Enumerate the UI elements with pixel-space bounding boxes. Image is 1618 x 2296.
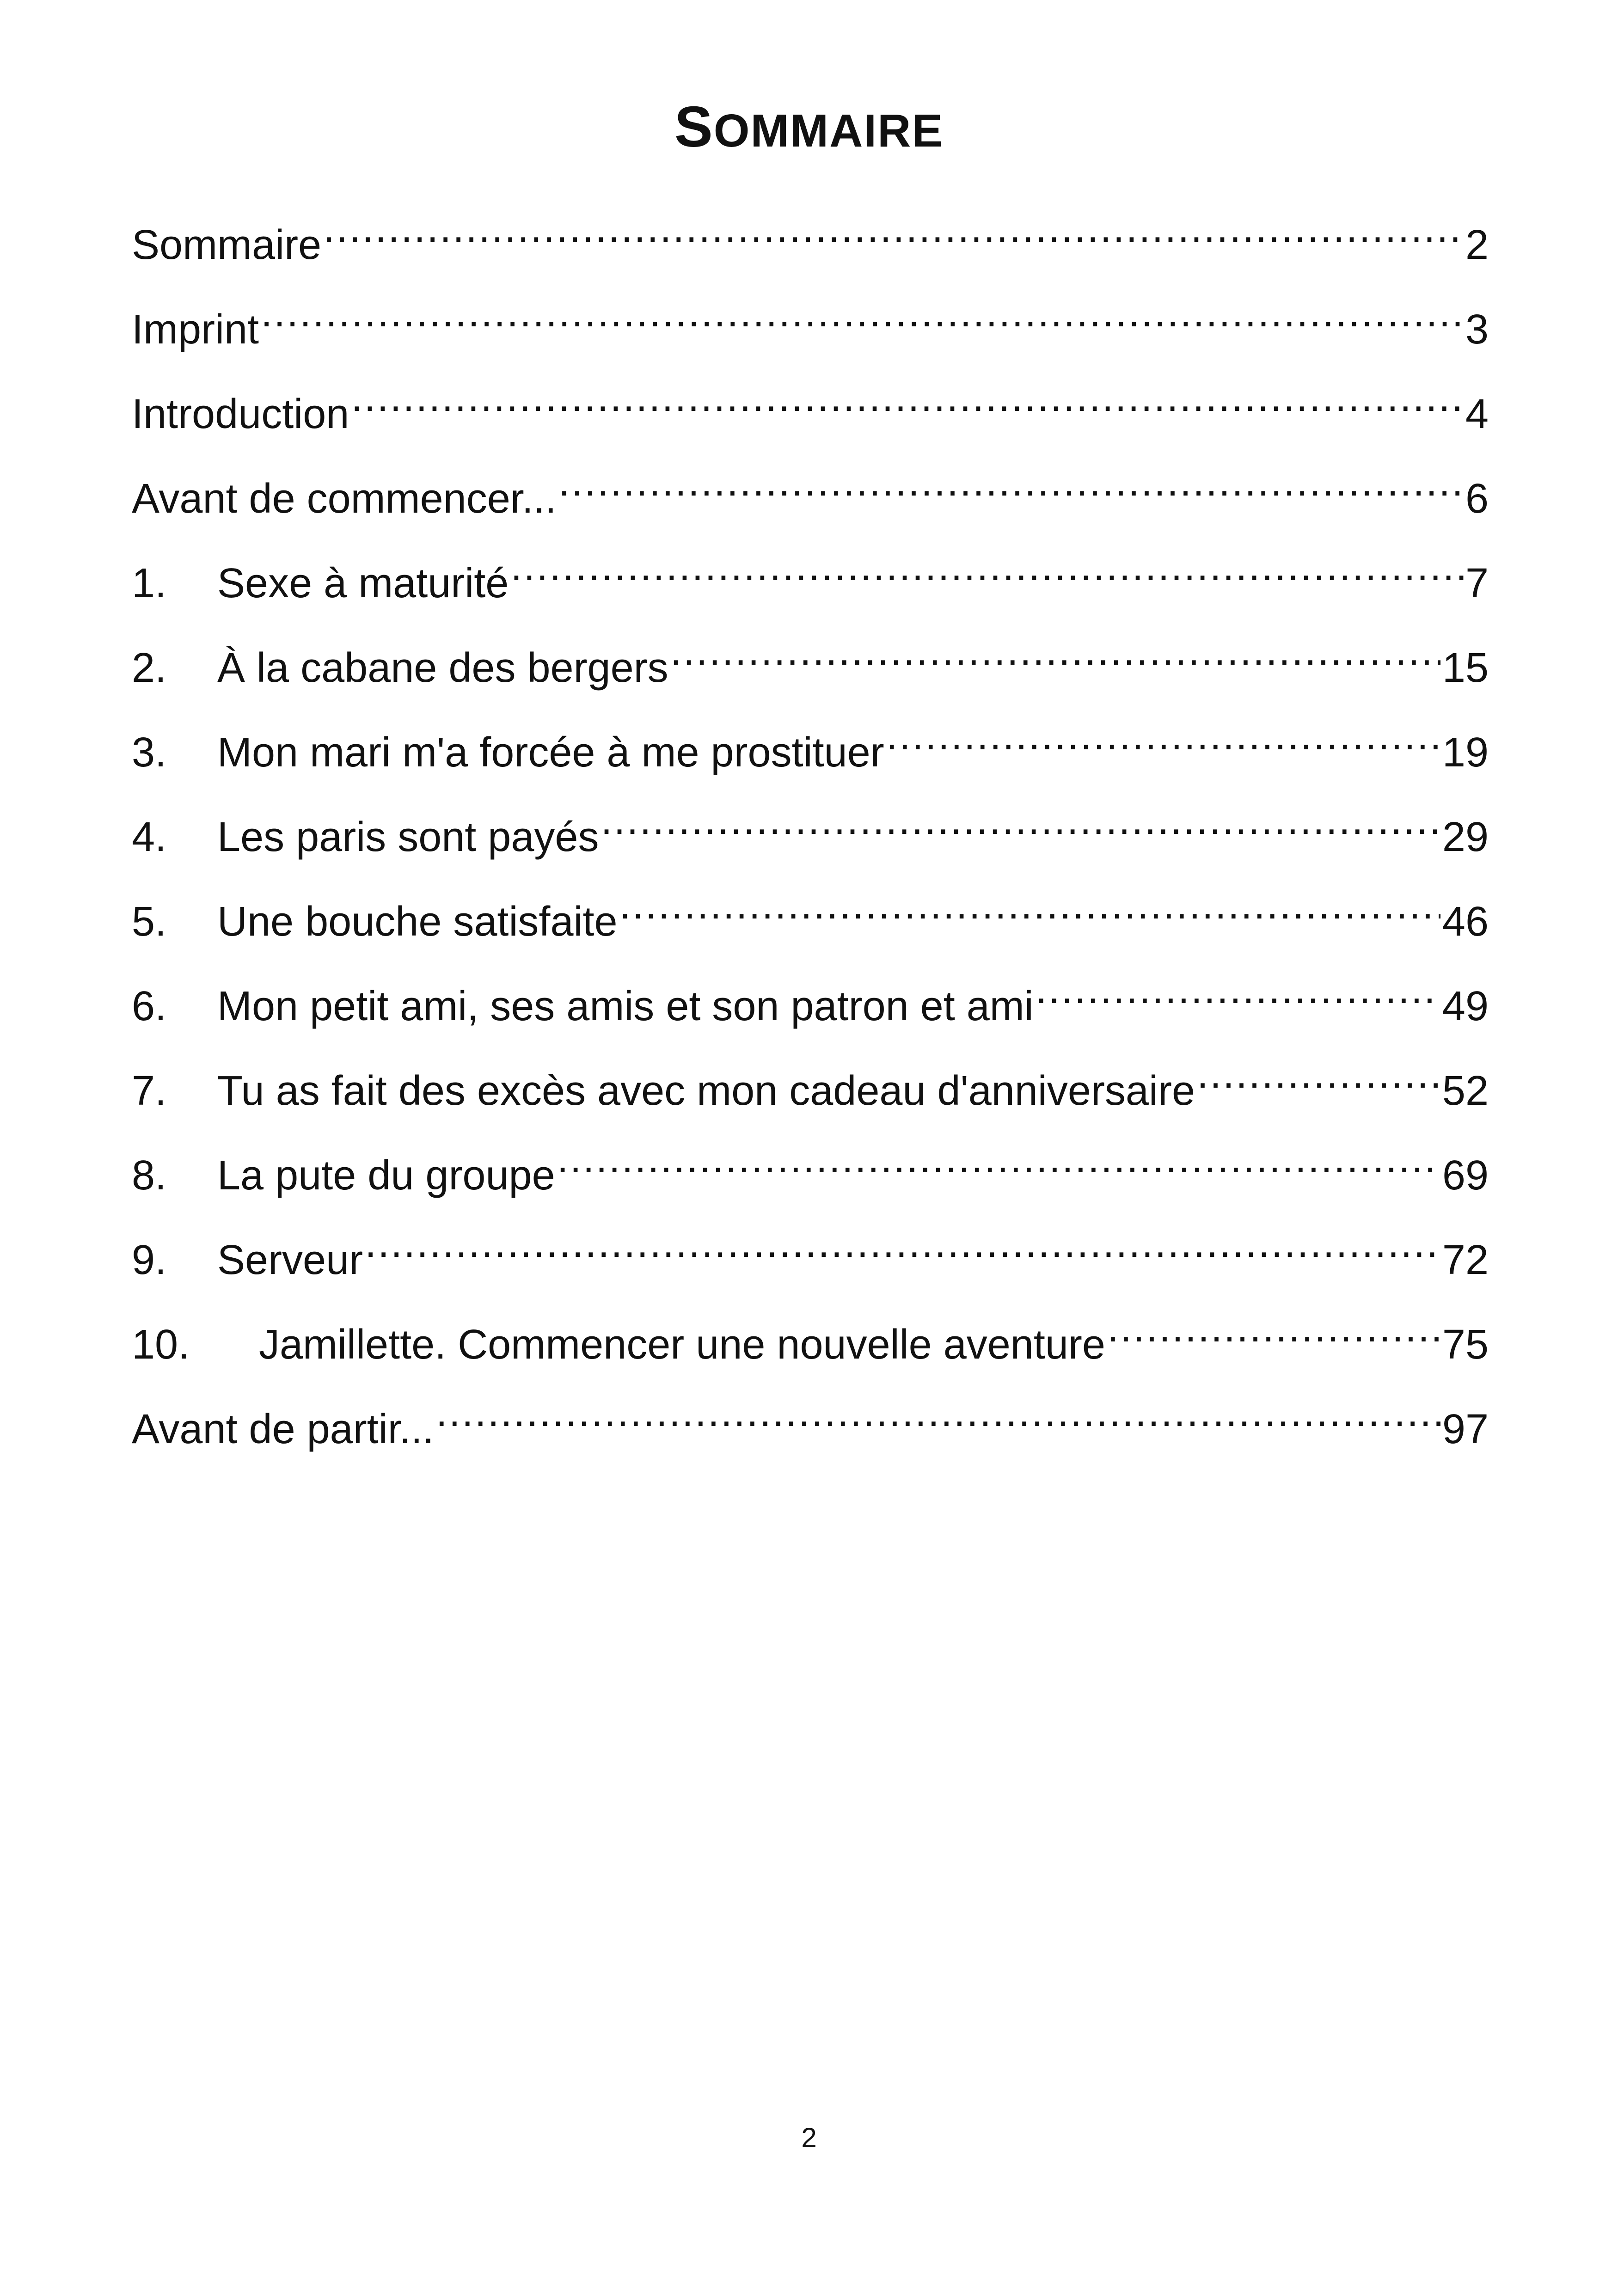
toc-entry-page: 52 <box>1442 1068 1489 1114</box>
toc-entry[interactable] <box>132 622 1489 706</box>
toc-entry-page: 49 <box>1442 983 1489 1029</box>
toc-entry-page: 3 <box>1465 306 1489 353</box>
toc-dot-leader <box>670 622 1440 682</box>
toc-entry-number: 2. <box>132 645 167 691</box>
toc-dot-leader <box>557 1129 1440 1189</box>
toc-entry-page: 46 <box>1442 899 1489 945</box>
toc-dot-leader <box>1107 1298 1440 1359</box>
toc-dot-leader <box>351 368 1464 428</box>
toc-entry[interactable] <box>132 368 1489 453</box>
toc-entry-page: 7 <box>1465 560 1489 606</box>
toc-entry-label: Jamillette. Commencer une nouvelle aventure <box>259 1322 1105 1368</box>
toc-entry-label: Avant de commencer... <box>132 476 557 522</box>
toc-dot-leader <box>261 283 1464 343</box>
toc-entry-label: Sommaire <box>132 222 322 268</box>
toc-entry[interactable] <box>132 1214 1489 1298</box>
title-first-letter: S <box>674 95 714 159</box>
toc-entry-label: Une bouche satisfaite <box>217 899 618 945</box>
toc-entry-page: 4 <box>1465 391 1489 437</box>
toc-entry-label: Serveur <box>217 1237 363 1283</box>
toc-entry[interactable] <box>132 453 1489 537</box>
toc-entry[interactable] <box>132 1045 1489 1129</box>
table-of-contents <box>132 199 1489 1468</box>
page-title <box>0 92 1618 165</box>
toc-entry-label: Sexe à maturité <box>217 560 509 606</box>
toc-entry[interactable] <box>132 791 1489 876</box>
toc-entry[interactable] <box>132 283 1489 368</box>
toc-dot-leader <box>1197 1045 1440 1105</box>
toc-entry-number: 5. <box>132 899 167 945</box>
toc-entry-label: Imprint <box>132 306 259 353</box>
toc-entry-page: 2 <box>1465 222 1489 268</box>
toc-entry-page: 29 <box>1442 814 1489 860</box>
page-number-footer: 2 <box>801 2122 817 2153</box>
toc-entry-number: 3. <box>132 729 167 776</box>
toc-entry-label: Introduction <box>132 391 349 437</box>
toc-dot-leader <box>365 1214 1440 1274</box>
toc-dot-leader <box>558 453 1464 513</box>
toc-entry-label: Avant de partir... <box>132 1406 434 1452</box>
toc-entry[interactable] <box>132 199 1489 283</box>
toc-dot-leader <box>886 706 1440 766</box>
toc-entry[interactable] <box>132 537 1489 622</box>
toc-entry-number: 8. <box>132 1152 167 1199</box>
toc-entry[interactable] <box>132 706 1489 791</box>
toc-entry-page: 15 <box>1442 645 1489 691</box>
toc-entry-number: 4. <box>132 814 167 860</box>
toc-entry-number: 10. <box>132 1322 190 1368</box>
toc-entry-page: 72 <box>1442 1237 1489 1283</box>
toc-entry-label: Tu as fait des excès avec mon cadeau d'anniversaire <box>217 1068 1195 1114</box>
toc-entry-label: La pute du groupe <box>217 1152 555 1199</box>
toc-entry[interactable] <box>132 876 1489 960</box>
title-rest: OMMAIRE <box>713 105 944 157</box>
toc-entry-page: 75 <box>1442 1322 1489 1368</box>
toc-entry-label: Mon petit ami, ses amis et son patron et ami <box>217 983 1034 1029</box>
toc-dot-leader <box>323 199 1464 259</box>
toc-entry-label: Mon mari m'a forcée à me prostituer <box>217 729 884 776</box>
toc-entry[interactable] <box>132 1129 1489 1214</box>
toc-entry-page: 69 <box>1442 1152 1489 1199</box>
toc-entry-page: 97 <box>1442 1406 1489 1452</box>
toc-dot-leader <box>436 1383 1440 1443</box>
toc-entry-page: 6 <box>1465 476 1489 522</box>
toc-dot-leader <box>1036 960 1440 1020</box>
toc-dot-leader <box>619 876 1440 936</box>
toc-entry-number: 1. <box>132 560 167 606</box>
toc-dot-leader <box>510 537 1464 597</box>
toc-entry[interactable] <box>132 960 1489 1045</box>
toc-entry-number: 6. <box>132 983 167 1029</box>
toc-entry-number: 9. <box>132 1237 167 1283</box>
toc-entry-number: 7. <box>132 1068 167 1114</box>
toc-entry-label: À la cabane des bergers <box>217 645 668 691</box>
toc-entry-page: 19 <box>1442 729 1489 776</box>
toc-entry-label: Les paris sont payés <box>217 814 599 860</box>
toc-dot-leader <box>601 791 1440 851</box>
toc-entry[interactable] <box>132 1383 1489 1468</box>
toc-entry[interactable] <box>132 1298 1489 1383</box>
